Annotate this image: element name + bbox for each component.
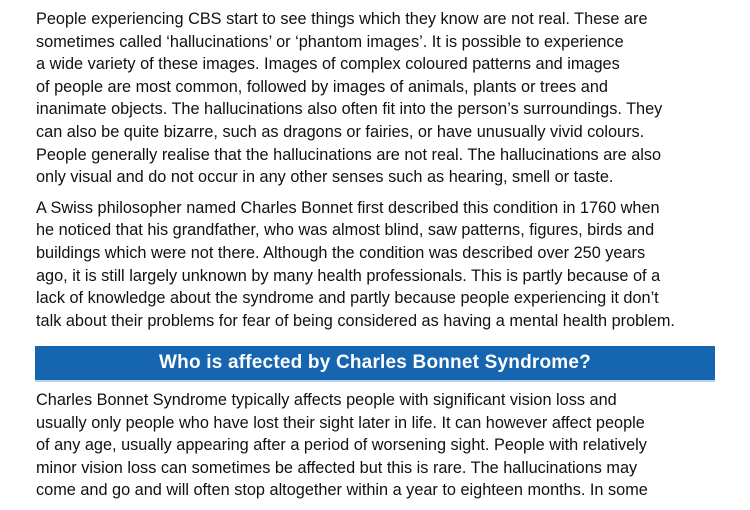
text-line: can also be quite bizarre, such as dragons or fairies, or have unusually vivid colours. — [36, 122, 645, 141]
text-line: ago, it is still largely unknown by many health professionals. This is partly because of a — [36, 266, 661, 285]
section-heading: Who is affected by Charles Bonnet Syndrome? — [159, 352, 591, 373]
text-line: lack of knowledge about the syndrome and partly because people experiencing it don’t — [36, 289, 659, 308]
text-line: Charles Bonnet Syndrome typically affects people with significant vision loss and — [36, 391, 617, 409]
paragraph-cbs-hallucinations — [36, 8, 726, 189]
text-line: talk about their problems for fear of being considered as having a mental health problem. — [36, 311, 675, 330]
text-line: of people are most common, followed by images of animals, plants or trees and — [36, 77, 608, 96]
text-line: minor vision loss can sometimes be affected but this is rare. The hallucinations may — [36, 458, 638, 477]
text-line: sometimes called ‘hallucinations’ or ‘phantom images’. It is possible to experience — [36, 32, 624, 51]
text-line: come and go and will often stop altogether within a year to eighteen months. In some — [36, 481, 648, 500]
document-body — [36, 8, 726, 332]
text-line: inanimate objects. The hallucinations also often fit into the person’s surroundings. They — [36, 100, 663, 119]
paragraph-who-is-affected — [36, 389, 726, 502]
section-heading-bar — [35, 346, 715, 382]
text-line: buildings which were not there. Although the condition was described over 250 years — [36, 243, 646, 262]
text-line: of any age, usually appearing after a period of worsening sight. People with relatively — [36, 436, 647, 455]
text-line: only visual and do not occur in any other senses such as hearing, smell or taste. — [36, 168, 614, 187]
text-line: People generally realise that the hallucinations are not real. The hallucinations are also — [36, 145, 662, 164]
text-line: a wide variety of these images. Images of complex coloured patterns and images — [36, 55, 620, 74]
text-line: usually only people who have lost their sight later in life. It can however affect people — [36, 413, 645, 432]
text-line: he noticed that his grandfather, who was almost blind, saw patterns, figures, birds and — [36, 221, 655, 240]
paragraph-history — [36, 197, 726, 333]
text-line: A Swiss philosopher named Charles Bonnet first described this condition in 1760 when — [36, 198, 660, 217]
text-line: People experiencing CBS start to see things which they know are not real. These are — [36, 10, 648, 28]
